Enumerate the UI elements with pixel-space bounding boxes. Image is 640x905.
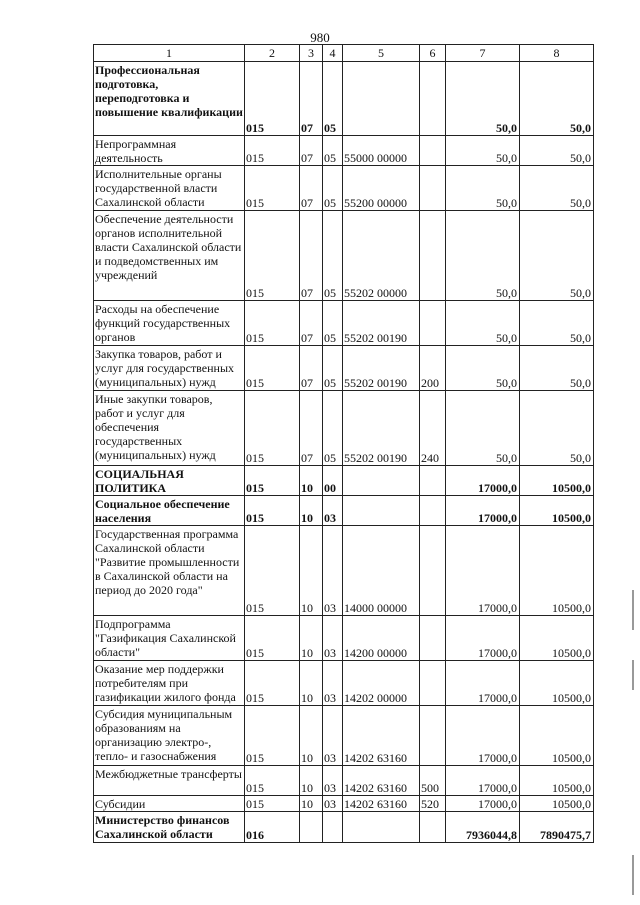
expense-type: 200	[420, 346, 446, 391]
subsection-code: 00	[323, 466, 343, 496]
amount-year-1: 17000,0	[446, 661, 520, 706]
subsection-code: 03	[323, 526, 343, 616]
ministry-code: 015	[245, 301, 300, 346]
target-code: 55200 00000	[343, 166, 420, 211]
expense-type	[420, 211, 446, 301]
table-row	[94, 62, 594, 136]
ministry-code: 015	[245, 616, 300, 661]
table-row	[94, 796, 594, 812]
row-name: Социальное обеспечение населения	[94, 496, 245, 526]
target-code: 55202 00190	[343, 301, 420, 346]
target-code: 55000 00000	[343, 136, 420, 166]
ministry-code: 015	[245, 496, 300, 526]
amount-year-1: 50,0	[446, 166, 520, 211]
section-code	[300, 812, 323, 843]
row-name: СОЦИАЛЬНАЯ ПОЛИТИКА	[94, 466, 245, 496]
header-cell: 1	[94, 45, 245, 62]
section-code: 10	[300, 706, 323, 766]
table-row	[94, 166, 594, 211]
ministry-code: 015	[245, 526, 300, 616]
table-row	[94, 136, 594, 166]
target-code: 14202 00000	[343, 661, 420, 706]
amount-year-2: 50,0	[520, 166, 594, 211]
expense-type	[420, 136, 446, 166]
target-code	[343, 466, 420, 496]
expense-type	[420, 812, 446, 843]
amount-year-1: 17000,0	[446, 616, 520, 661]
header-cell: 6	[420, 45, 446, 62]
table-row	[94, 391, 594, 466]
ministry-code: 015	[245, 796, 300, 812]
amount-year-1: 50,0	[446, 62, 520, 136]
table-row	[94, 812, 594, 843]
scan-artifact	[632, 590, 634, 630]
section-code: 07	[300, 136, 323, 166]
subsection-code: 03	[323, 796, 343, 812]
section-code: 07	[300, 211, 323, 301]
amount-year-1: 50,0	[446, 211, 520, 301]
target-code: 55202 00190	[343, 346, 420, 391]
subsection-code: 05	[323, 391, 343, 466]
subsection-code	[323, 812, 343, 843]
section-code: 07	[300, 166, 323, 211]
amount-year-2: 10500,0	[520, 496, 594, 526]
subsection-code: 03	[323, 616, 343, 661]
amount-year-2: 10500,0	[520, 616, 594, 661]
target-code	[343, 62, 420, 136]
amount-year-2: 10500,0	[520, 766, 594, 796]
scan-artifact	[632, 855, 634, 895]
section-code: 07	[300, 301, 323, 346]
row-name: Расходы на обеспечение функций государственных органов	[94, 301, 245, 346]
amount-year-2: 10500,0	[520, 526, 594, 616]
subsection-code: 05	[323, 62, 343, 136]
amount-year-1: 50,0	[446, 346, 520, 391]
target-code: 14200 00000	[343, 616, 420, 661]
section-code: 07	[300, 391, 323, 466]
ministry-code: 015	[245, 661, 300, 706]
amount-year-2: 7890475,7	[520, 812, 594, 843]
table-row	[94, 526, 594, 616]
ministry-code: 016	[245, 812, 300, 843]
row-name: Иные закупки товаров, работ и услуг для обеспечения государственных (муниципальных) нужд	[94, 391, 245, 466]
row-name: Подпрограмма "Газификация Сахалинской области"	[94, 616, 245, 661]
section-code: 10	[300, 796, 323, 812]
header-cell: 3	[300, 45, 323, 62]
amount-year-2: 10500,0	[520, 661, 594, 706]
row-name: Субсидия муниципальным образованиям на организацию электро-, тепло- и газоснабжения	[94, 706, 245, 766]
expense-type	[420, 661, 446, 706]
amount-year-1: 17000,0	[446, 706, 520, 766]
section-code: 10	[300, 466, 323, 496]
expense-type: 520	[420, 796, 446, 812]
header-row	[94, 45, 594, 62]
amount-year-1: 7936044,8	[446, 812, 520, 843]
row-name: Непрограммная деятельность	[94, 136, 245, 166]
amount-year-1: 50,0	[446, 301, 520, 346]
expense-type	[420, 616, 446, 661]
subsection-code: 03	[323, 706, 343, 766]
amount-year-1: 17000,0	[446, 526, 520, 616]
amount-year-2: 10500,0	[520, 796, 594, 812]
header-cell: 7	[446, 45, 520, 62]
table-row	[94, 706, 594, 766]
row-name: Министерство финансов Сахалинской области	[94, 812, 245, 843]
expense-type	[420, 466, 446, 496]
expense-type	[420, 526, 446, 616]
target-code: 14202 63160	[343, 766, 420, 796]
table-row	[94, 466, 594, 496]
header-cell: 2	[245, 45, 300, 62]
row-name: Закупка товаров, работ и услуг для государственных (муниципальных) нужд	[94, 346, 245, 391]
section-code: 07	[300, 62, 323, 136]
page-number: 980	[310, 30, 330, 45]
ministry-code: 015	[245, 391, 300, 466]
target-code	[343, 496, 420, 526]
subsection-code: 03	[323, 661, 343, 706]
section-code: 10	[300, 616, 323, 661]
section-code: 07	[300, 346, 323, 391]
ministry-code: 015	[245, 62, 300, 136]
target-code: 55202 00000	[343, 211, 420, 301]
table-row	[94, 661, 594, 706]
ministry-code: 015	[245, 706, 300, 766]
budget-table	[93, 44, 594, 843]
amount-year-2: 10500,0	[520, 706, 594, 766]
amount-year-2: 50,0	[520, 136, 594, 166]
target-code: 14202 63160	[343, 796, 420, 812]
section-code: 10	[300, 766, 323, 796]
amount-year-1: 17000,0	[446, 766, 520, 796]
amount-year-1: 50,0	[446, 391, 520, 466]
ministry-code: 015	[245, 466, 300, 496]
ministry-code: 015	[245, 136, 300, 166]
ministry-code: 015	[245, 211, 300, 301]
subsection-code: 05	[323, 211, 343, 301]
row-name: Субсидии	[94, 796, 245, 812]
row-name: Профессиональная подготовка, переподготовка и повышение квалификации	[94, 62, 245, 136]
amount-year-2: 50,0	[520, 62, 594, 136]
table-row	[94, 301, 594, 346]
expense-type	[420, 301, 446, 346]
section-code: 10	[300, 526, 323, 616]
amount-year-1: 17000,0	[446, 796, 520, 812]
subsection-code: 05	[323, 136, 343, 166]
expense-type	[420, 166, 446, 211]
expense-type: 240	[420, 391, 446, 466]
ministry-code: 015	[245, 346, 300, 391]
target-code: 14000 00000	[343, 526, 420, 616]
expense-type	[420, 62, 446, 136]
expense-type: 500	[420, 766, 446, 796]
target-code: 55202 00190	[343, 391, 420, 466]
expense-type	[420, 496, 446, 526]
amount-year-2: 50,0	[520, 301, 594, 346]
scan-artifact	[632, 660, 634, 690]
subsection-code: 05	[323, 166, 343, 211]
section-code: 10	[300, 661, 323, 706]
row-name: Исполнительные органы государственной власти Сахалинской области	[94, 166, 245, 211]
expense-type	[420, 706, 446, 766]
table-row	[94, 346, 594, 391]
header-cell: 4	[323, 45, 343, 62]
ministry-code: 015	[245, 166, 300, 211]
row-name: Обеспечение деятельности органов исполнительной власти Сахалинской области и подведомственных им учреждений	[94, 211, 245, 301]
subsection-code: 03	[323, 496, 343, 526]
section-code: 10	[300, 496, 323, 526]
table-row	[94, 616, 594, 661]
subsection-code: 05	[323, 346, 343, 391]
row-name: Межбюджетные трансферты	[94, 766, 245, 796]
target-code: 14202 63160	[343, 706, 420, 766]
row-name: Государственная программа Сахалинской области "Развитие промышленности в Сахалинской области на период до 2020 года"	[94, 526, 245, 616]
row-name: Оказание мер поддержки потребителям при газификации жилого фонда	[94, 661, 245, 706]
table-row	[94, 496, 594, 526]
header-cell: 5	[343, 45, 420, 62]
amount-year-2: 50,0	[520, 211, 594, 301]
ministry-code: 015	[245, 766, 300, 796]
subsection-code: 03	[323, 766, 343, 796]
amount-year-1: 17000,0	[446, 496, 520, 526]
subsection-code: 05	[323, 301, 343, 346]
amount-year-2: 50,0	[520, 346, 594, 391]
amount-year-1: 50,0	[446, 136, 520, 166]
amount-year-1: 17000,0	[446, 466, 520, 496]
header-cell: 8	[520, 45, 594, 62]
amount-year-2: 10500,0	[520, 466, 594, 496]
amount-year-2: 50,0	[520, 391, 594, 466]
table-row	[94, 211, 594, 301]
table-row	[94, 766, 594, 796]
target-code	[343, 812, 420, 843]
